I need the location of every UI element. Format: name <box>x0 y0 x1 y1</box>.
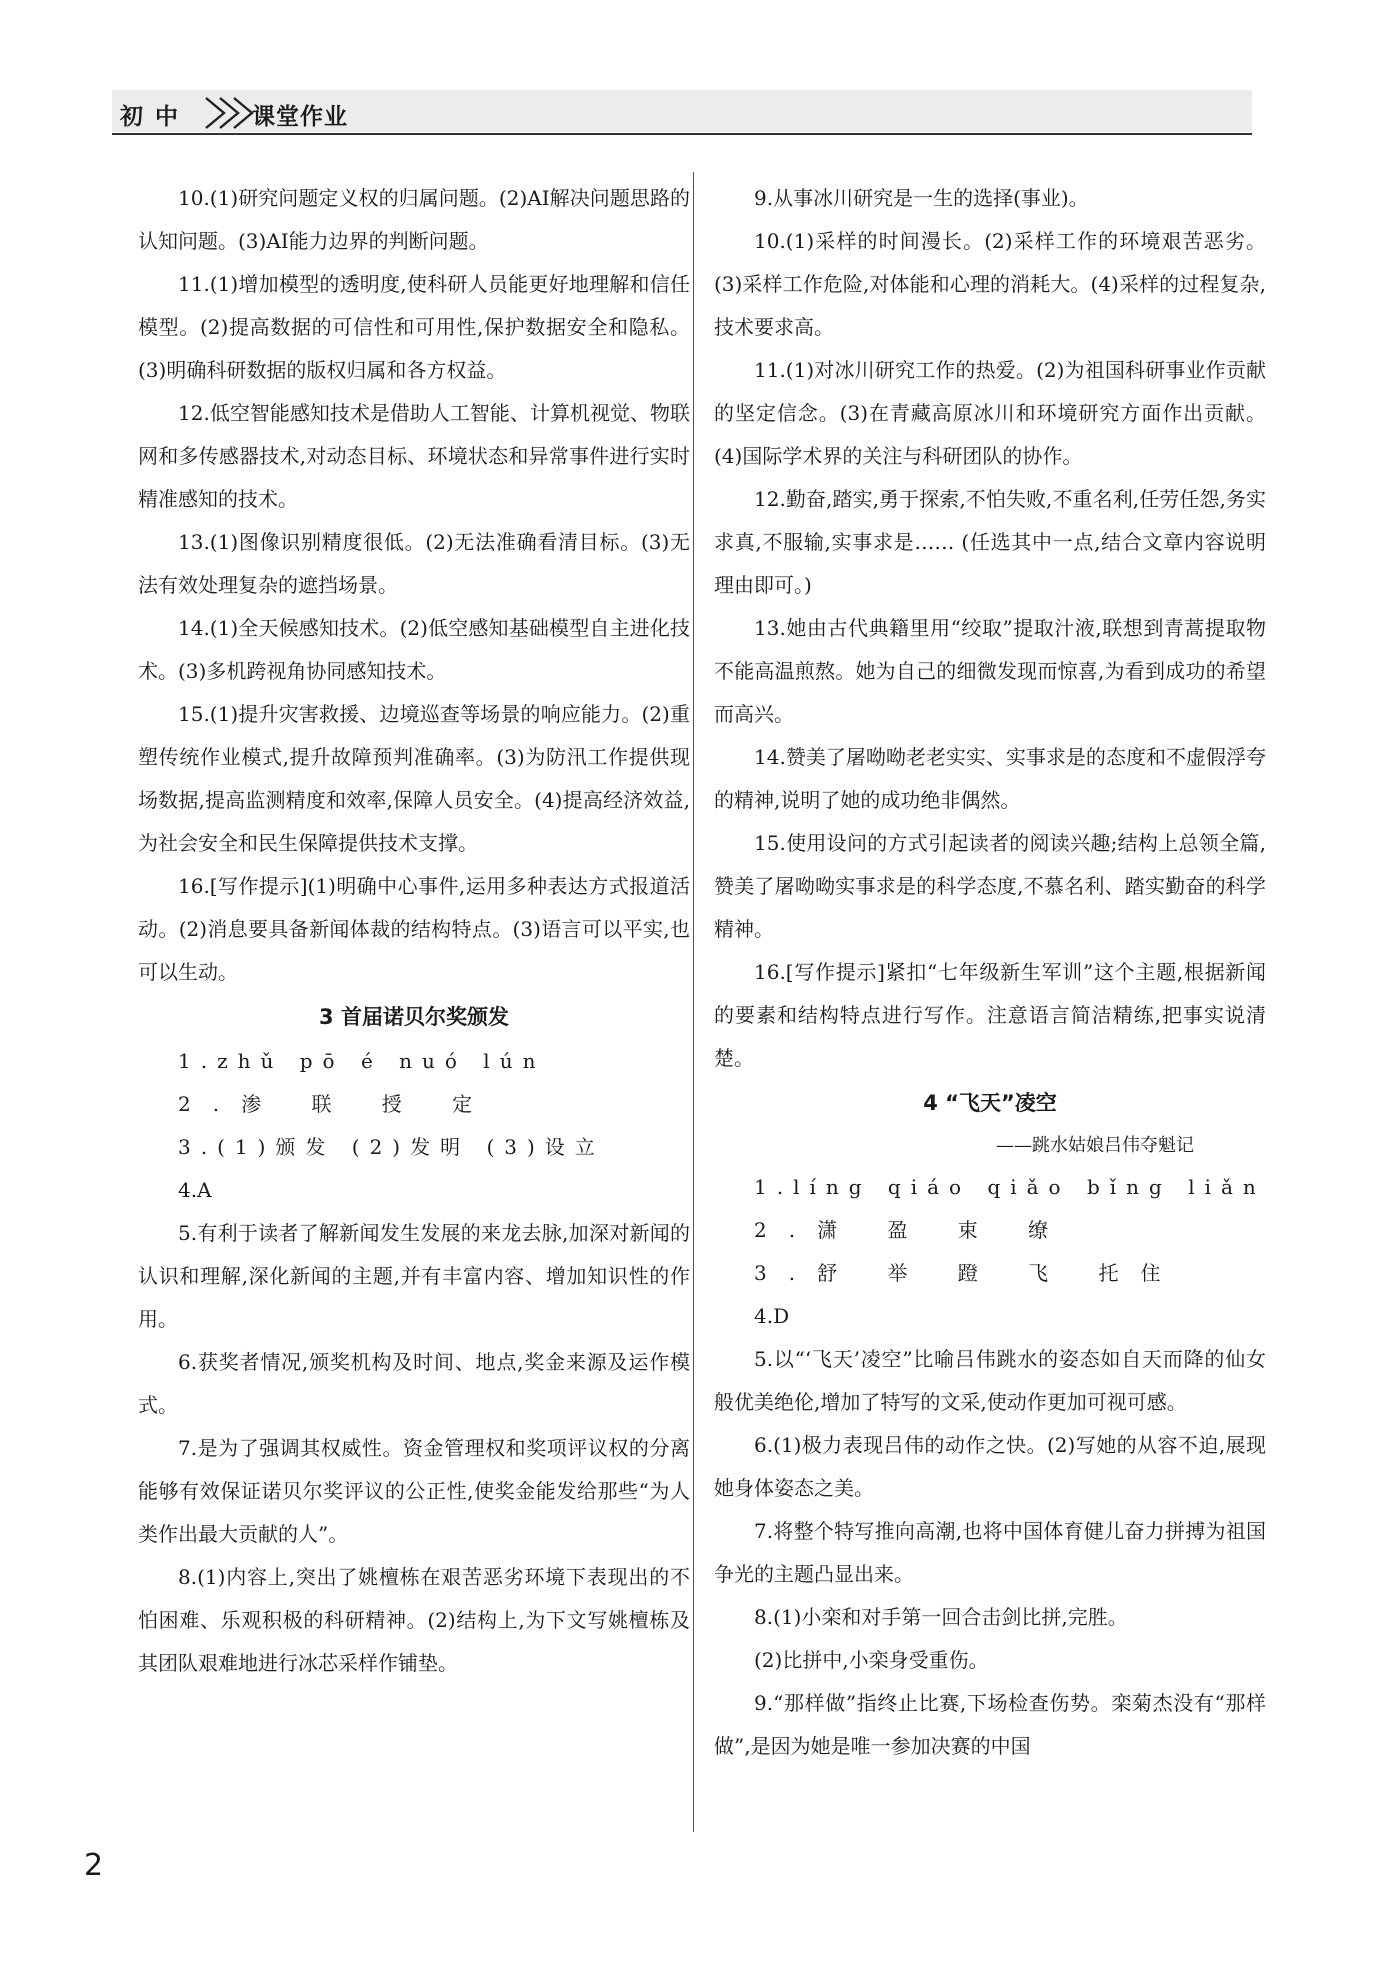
s4-answer-9: 9.“那样做”指终止比赛,下场检查伤势。栾菊杰没有“那样做”,是因为她是唯一参加决赛的中国 <box>714 1691 1266 1758</box>
answer-16: 16.[写作提示](1)明确中心事件,运用多种表达方式报道活动。(2)消息要具备新闻体裁的结构特点。(3)语言可以平实,也可以生动。 <box>138 874 690 984</box>
s4-answer-6: 6.(1)极力表现吕伟的动作之快。(2)写她的从容不迫,展现她身体姿态之美。 <box>714 1433 1266 1500</box>
s3-answer-1: 1.zhǔ pō é nuó lún <box>178 1049 546 1073</box>
answer-12-right: 12.勤奋,踏实,勇于探索,不怕失败,不重名利,任劳任怨,务实求真,不服输,实事求是…… (任选其中一点,结合文章内容说明理由即可。) <box>714 487 1266 597</box>
answer-14-right: 14.赞美了屠呦呦老老实实、实事求是的态度和不虚假浮夸的精神,说明了她的成功绝非偶然。 <box>714 745 1266 812</box>
s4-answer-3: 3.舒 举 蹬 飞 托住 <box>754 1261 1183 1285</box>
answer-13: 13.(1)图像识别精度很低。(2)无法准确看清目标。(3)无法有效处理复杂的遮挡场景。 <box>138 530 690 597</box>
s3-answer-4: 4.A <box>178 1178 212 1202</box>
s3-answer-5: 5.有利于读者了解新闻发生发展的来龙去脉,加深对新闻的认识和理解,深化新闻的主题,并有丰富内容、增加知识性的作用。 <box>138 1221 690 1331</box>
section-4-title: 4 “飞天”凌空 <box>923 1091 1057 1115</box>
left-column <box>138 177 690 1685</box>
s4-answer-8a: 8.(1)小栾和对手第一回合击剑比拼,完胜。 <box>754 1605 1128 1629</box>
s4-answer-2: 2.潇 盈 束 缭 <box>754 1218 1071 1242</box>
answer-10-right: 10.(1)采样的时间漫长。(2)采样工作的环境艰苦恶劣。(3)采样工作危险,对体能和心理的消耗大。(4)采样的过程复杂,技术要求高。 <box>714 229 1266 339</box>
answer-14: 14.(1)全天候感知技术。(2)低空感知基础模型自主进化技术。(3)多机跨视角协同感知技术。 <box>138 616 690 683</box>
header-book-title: 课堂作业 <box>252 104 348 130</box>
page-number: 2 <box>84 1848 104 1883</box>
section-3-title: 3 首届诺贝尔奖颁发 <box>319 1005 509 1029</box>
running-header <box>112 90 1252 136</box>
s4-answer-7: 7.将整个特写推向高潮,也将中国体育健儿奋力拼搏为祖国争光的主题凸显出来。 <box>714 1519 1266 1586</box>
header-grade-label: 初 中 <box>120 104 181 130</box>
answer-10: 10.(1)研究问题定义权的归属问题。(2)AI解决问题思路的认知问题。(3)AI能力边界的判断问题。 <box>138 186 690 253</box>
right-column <box>714 177 1266 1768</box>
answer-13-right: 13.她由古代典籍里用“绞取”提取汁液,联想到青蒿提取物不能高温煎熬。她为自己的细微发现而惊喜,为看到成功的希望而高兴。 <box>714 616 1266 726</box>
s3-answer-2: 2.渗 联 授 定 <box>178 1092 495 1116</box>
header-rule <box>112 133 1252 135</box>
s3-answer-6: 6.获奖者情况,颁奖机构及时间、地点,奖金来源及运作模式。 <box>138 1350 690 1417</box>
s4-answer-4: 4.D <box>754 1304 790 1328</box>
s3-answer-7: 7.是为了强调其权威性。资金管理权和奖项评议权的分离能够有效保证诺贝尔奖评议的公正性,使奖金能发给那些“为人类作出最大贡献的人”。 <box>138 1436 690 1546</box>
answer-15: 15.(1)提升灾害救援、边境巡查等场景的响应能力。(2)重塑传统作业模式,提升故障预判准确率。(3)为防汛工作提供现场数据,提高监测精度和效率,保障人员安全。(4)提高经济效益,为社会安全和民生保障提供技术支撑。 <box>138 702 690 855</box>
answer-15-right: 15.使用设问的方式引起读者的阅读兴趣;结构上总领全篇,赞美了屠呦呦实事求是的科学态度,不慕名利、踏实勤奋的科学精神。 <box>714 831 1266 941</box>
answer-11-right: 11.(1)对冰川研究工作的热爱。(2)为祖国科研事业作贡献的坚定信念。(3)在青藏高原冰川和环境研究方面作出贡献。(4)国际学术界的关注与科研团队的协作。 <box>714 358 1266 468</box>
s4-answer-8b: (2)比拼中,小栾身受重伤。 <box>754 1648 989 1672</box>
s4-answer-5: 5.以“‘飞天’凌空”比喻吕伟跳水的姿态如自天而降的仙女般优美绝伦,增加了特写的文采,使动作更加可视可感。 <box>714 1347 1266 1414</box>
answer-16-right: 16.[写作提示]紧扣“七年级新生军训”这个主题,根据新闻的要素和结构特点进行写作。注意语言简洁精练,把事实说清楚。 <box>714 960 1266 1070</box>
answer-9: 9.从事冰川研究是一生的选择(事业)。 <box>754 186 1089 210</box>
s3-answer-3: 3.(1)颁发 (2)发明 (3)设立 <box>178 1135 605 1159</box>
answer-12: 12.低空智能感知技术是借助人工智能、计算机视觉、物联网和多传感器技术,对动态目标、环境状态和异常事件进行实时精准感知的技术。 <box>138 401 690 511</box>
section-4-subtitle: ——跳水姑娘吕伟夺魁记 <box>996 1135 1194 1156</box>
answer-11: 11.(1)增加模型的透明度,使科研人员能更好地理解和信任模型。(2)提高数据的可信性和可用性,保护数据安全和隐私。(3)明确科研数据的版权归属和各方权益。 <box>138 272 690 382</box>
s4-answer-1: 1.líng qiáo qiǎo bǐng liǎn <box>754 1175 1266 1199</box>
column-divider <box>693 172 694 1832</box>
s3-answer-8: 8.(1)内容上,突出了姚檀栋在艰苦恶劣环境下表现出的不怕困难、乐观积极的科研精神。(2)结构上,为下文写姚檀栋及其团队艰难地进行冰芯采样作铺垫。 <box>138 1565 690 1675</box>
